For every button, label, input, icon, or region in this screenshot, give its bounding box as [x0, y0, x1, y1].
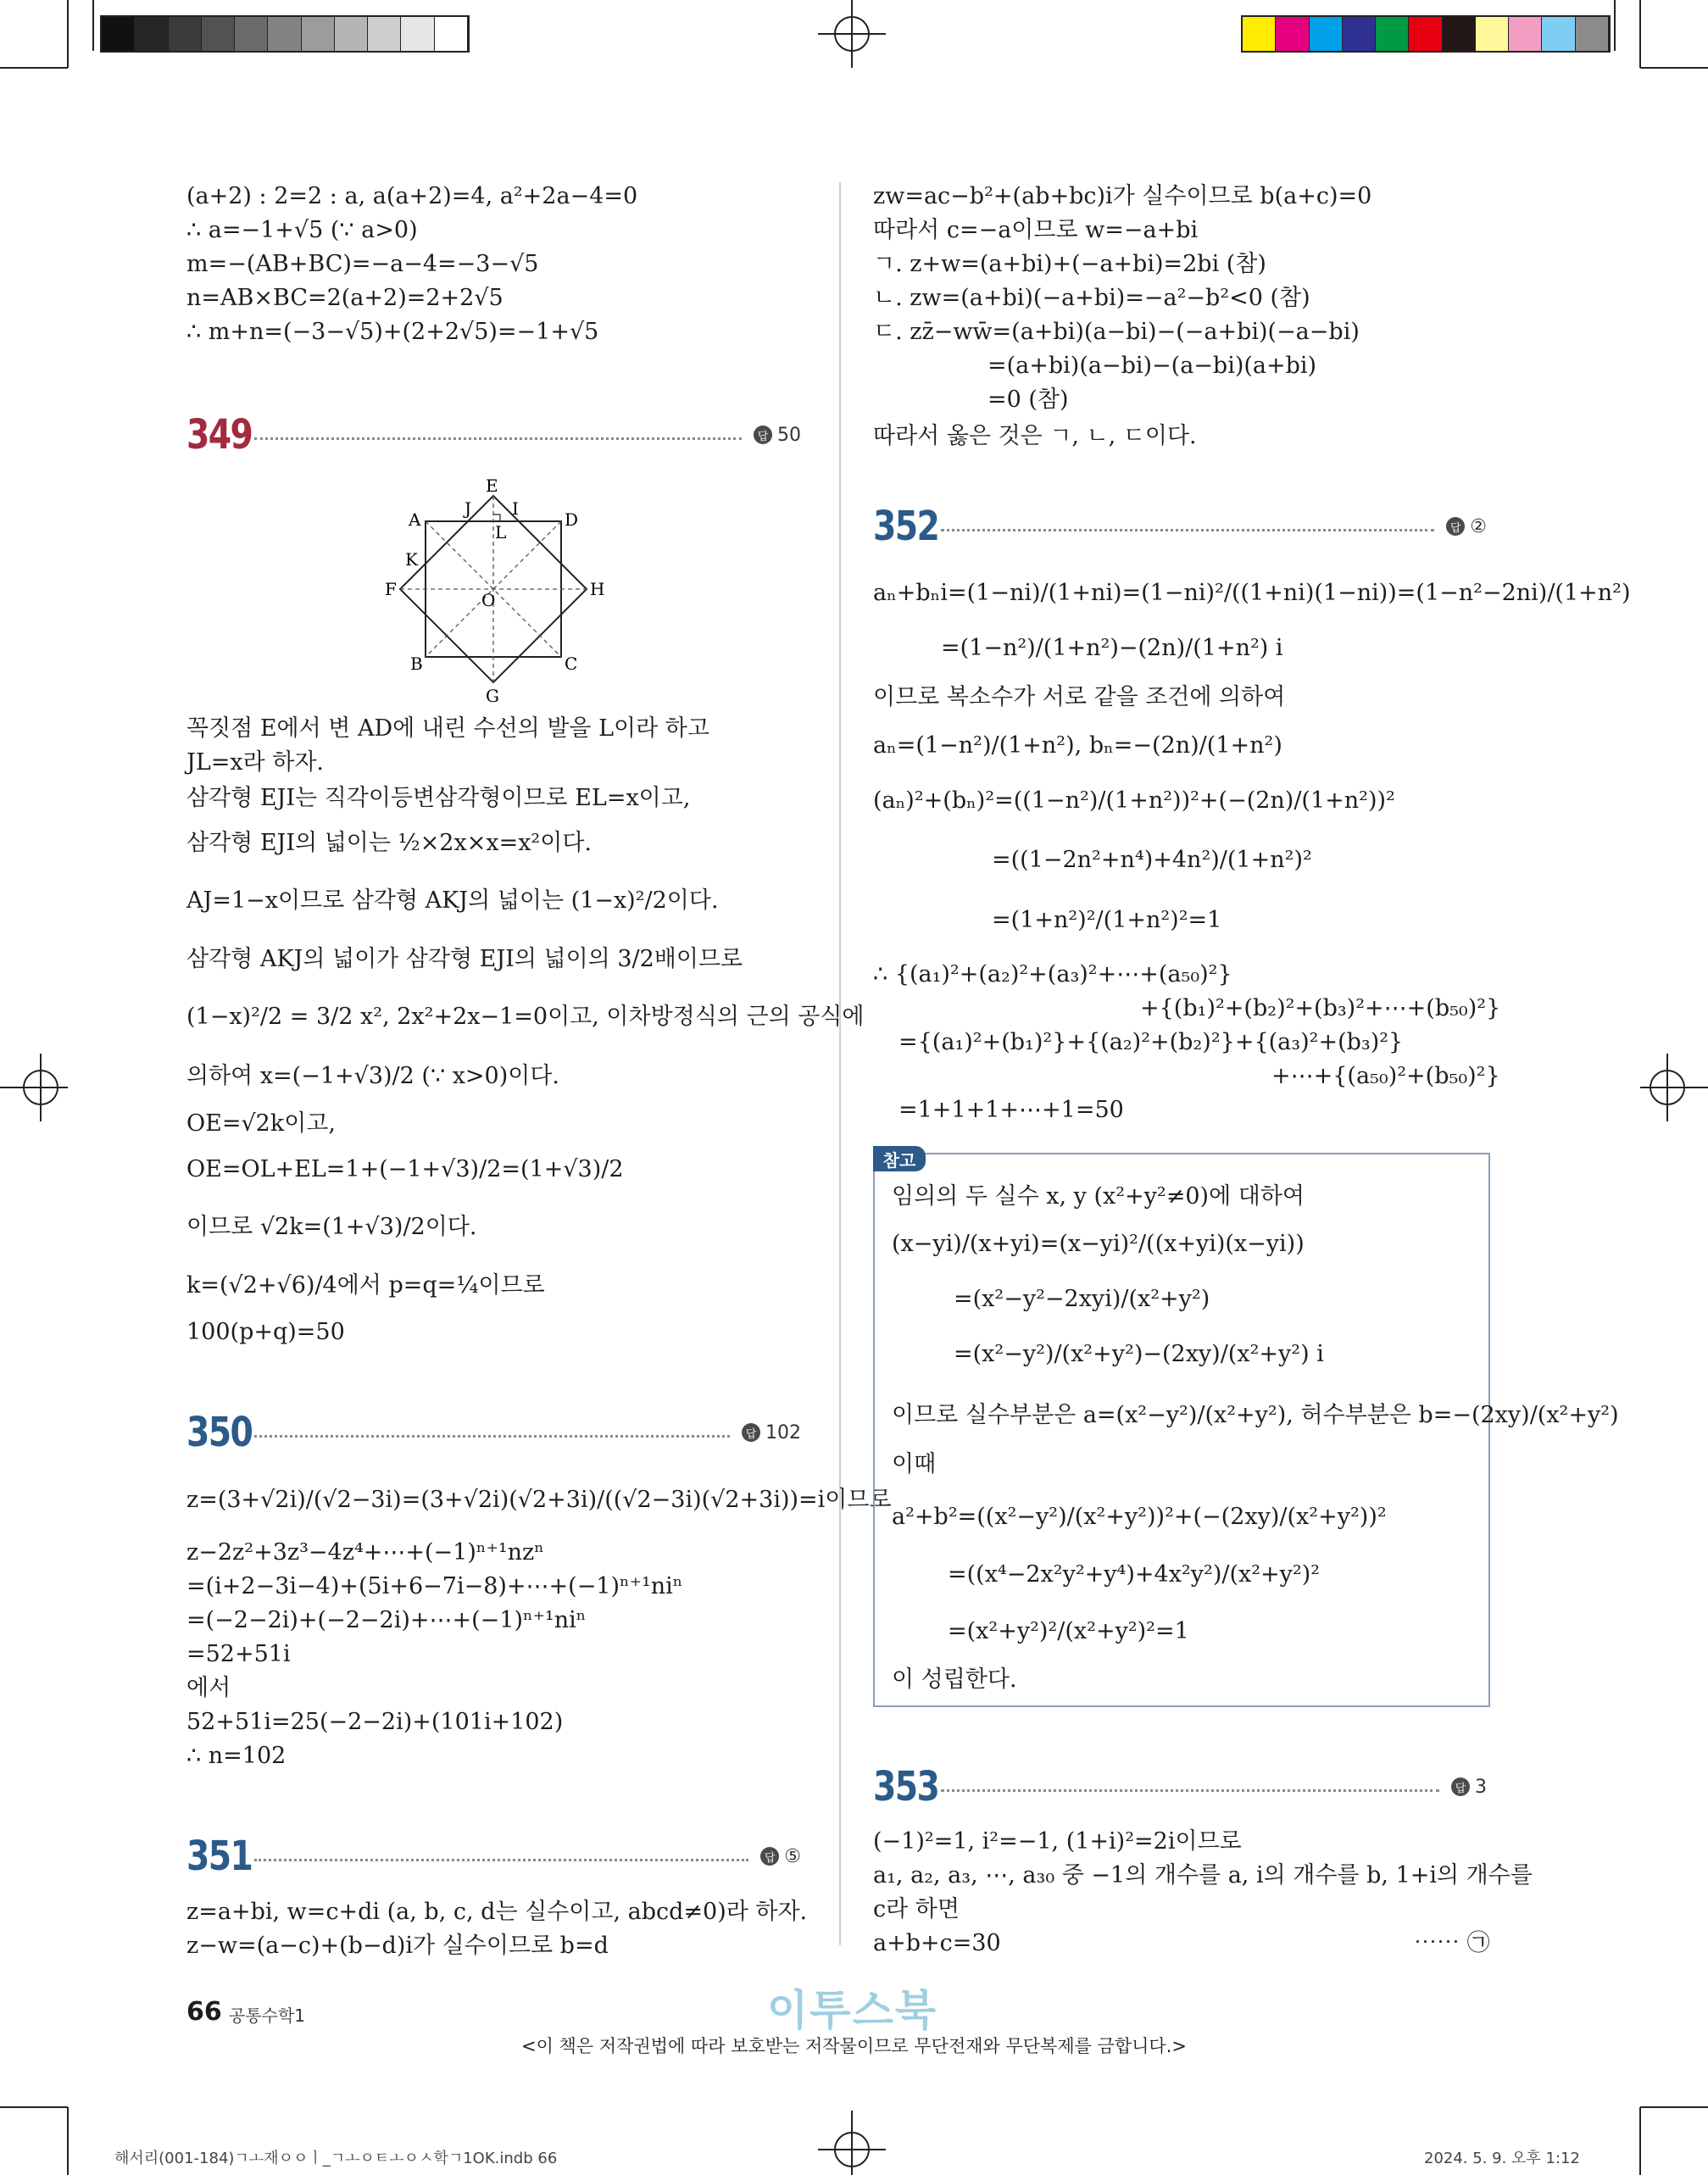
solution-line: aₙ+bₙi=(1−ni)/(1+ni)=(1−ni)²/((1+ni)(1−ni))=(1−n²−2ni)/(1+n²): [873, 580, 1631, 606]
label-A: A: [409, 509, 421, 530]
solution-line: k=(√2+√6)/4에서 p=q=¼이므로: [186, 1272, 545, 1299]
solution-line: ∴ m+n=(−3−√5)+(2+2√5)=−1+√5: [186, 319, 599, 345]
print-slug-file: 해서리(001-184)ㄱㅗ재ㅇㅇㅣ_ㄱㅗㅇㅌㅗㅇㅅ학ㄱ1OK.indb 66: [114, 2150, 558, 2167]
answer-icon: 답: [1446, 517, 1465, 536]
solution-line: z−2z²+3z³−4z⁴+⋯+(−1)ⁿ⁺¹nzⁿ: [186, 1539, 544, 1566]
solution-line: 따라서 옳은 것은 ㄱ, ㄴ, ㄷ이다.: [873, 423, 1197, 449]
registration-mark-top: [818, 0, 886, 68]
answer-value: ②: [1470, 515, 1487, 537]
color-swatch: [1310, 17, 1343, 51]
solution-line: z=(3+√2i)/(√2−3i)=(3+√2i)(√2+3i)/((√2−3i)(√2+3i))=i이므로: [186, 1487, 892, 1513]
geometry-figure: [373, 475, 610, 704]
solution-line: =(1+n²)²/(1+n²)²=1: [992, 907, 1222, 933]
dotted-leader: [941, 1789, 1439, 1792]
color-swatch: [102, 17, 135, 51]
solution-line: JL=x라 하자.: [186, 749, 325, 776]
dotted-leader: [254, 1859, 748, 1861]
answer-value: 102: [765, 1421, 801, 1444]
note-line: a²+b²=((x²−y²)/(x²+y²))²+(−(2xy)/(x²+y²))²: [892, 1504, 1387, 1530]
solution-line: zw=ac−b²+(ab+bc)i가 실수이므로 b(a+c)=0: [873, 183, 1372, 209]
column-divider: [839, 182, 841, 1945]
solution-line: =(1−n²)/(1+n²)−(2n)/(1+n²) i: [941, 635, 1283, 661]
solution-line: n=AB×BC=2(a+2)=2+2√5: [186, 285, 503, 311]
label-B: B: [410, 654, 423, 674]
solution-line: z−w=(a−c)+(b−d)i가 실수이므로 b=d: [186, 1933, 609, 1959]
color-swatch: [435, 17, 468, 51]
solution-line: =0 (참): [988, 387, 1069, 413]
note-line: 임의의 두 실수 x, y (x²+y²≠0)에 대하여: [892, 1183, 1305, 1210]
solution-line: +{(b₁)²+(b₂)²+(b₃)²+⋯+(b₅₀)²}: [1140, 995, 1501, 1021]
crop-mark-bottom-left: [0, 2073, 102, 2175]
solution-line: 삼각형 AKJ의 넓이가 삼각형 EJI의 넓이의 3/2배이므로: [186, 946, 743, 972]
solution-line: =(a+bi)(a−bi)−(a−bi)(a+bi): [988, 353, 1317, 379]
color-swatch: [1409, 17, 1442, 51]
problem-header-352: [873, 501, 1487, 552]
label-L: L: [495, 522, 507, 542]
answer-icon: 답: [760, 1847, 779, 1866]
dotted-leader: [941, 529, 1434, 531]
solution-line: =1+1+1+⋯+1=50: [899, 1097, 1124, 1123]
crop-mark-top-left: [0, 0, 102, 102]
equation-marker: ⋯⋯ ㉠: [1414, 1930, 1490, 1956]
problem-number: 351: [186, 1833, 253, 1880]
note-line: =(x²−y²−2xyi)/(x²+y²): [954, 1286, 1210, 1312]
color-swatch: [1376, 17, 1409, 51]
dotted-leader: [254, 1435, 730, 1438]
color-swatch: [1443, 17, 1476, 51]
solution-line: 꼭짓점 E에서 변 AD에 내린 수선의 발을 L이라 하고: [186, 715, 709, 742]
answer-icon: 답: [1451, 1777, 1470, 1796]
solution-line: ∴ n=102: [186, 1743, 287, 1769]
answer-value: 50: [777, 424, 801, 446]
problem-header-350: [186, 1407, 801, 1458]
color-swatch: [1343, 17, 1376, 51]
color-swatch: [268, 17, 301, 51]
solution-line: (a+2) : 2=2 : a, a(a+2)=4, a²+2a−4=0: [186, 183, 638, 209]
solution-line: =((1−2n²+n⁴)+4n²)/(1+n²)²: [992, 847, 1312, 873]
solution-line: 삼각형 EJI는 직각이등변삼각형이므로 EL=x이고,: [186, 785, 691, 811]
solution-line: 100(p+q)=50: [186, 1319, 345, 1345]
solution-line: 삼각형 EJI의 넓이는 ½×2x×x=x²이다.: [186, 830, 592, 856]
note-line: 이므로 실수부분은 a=(x²−y²)/(x²+y²), 허수부분은 b=−(2xy)/(x²+y²): [892, 1402, 1619, 1428]
color-swatch: [1509, 17, 1542, 51]
color-swatch: [1476, 17, 1509, 51]
solution-line: c라 하면: [873, 1896, 960, 1922]
color-swatch: [1276, 17, 1309, 51]
solution-line: =52+51i: [186, 1641, 291, 1667]
color-swatch: [302, 17, 335, 51]
label-K: K: [405, 549, 418, 570]
label-H: H: [590, 579, 605, 599]
answer-badge: [760, 1846, 801, 1867]
color-swatch: [401, 17, 434, 51]
solution-line: (−1)²=1, i²=−1, (1+i)²=2i이므로: [873, 1828, 1242, 1855]
book-title: 공통수학1: [229, 2005, 306, 2026]
solution-line: ㄷ. zz̄−ww̄=(a+bi)(a−bi)−(−a+bi)(−a−bi): [873, 319, 1360, 345]
solution-line: =(−2−2i)+(−2−2i)+⋯+(−1)ⁿ⁺¹niⁿ: [186, 1607, 587, 1633]
print-slug-date: 2024. 5. 9. 오후 1:12: [1424, 2150, 1580, 2167]
solution-line: m=−(AB+BC)=−a−4=−3−√5: [186, 251, 539, 277]
color-swatch: [1576, 17, 1609, 51]
copyright-notice: <이 책은 저작권법에 따라 보호받는 저작물이므로 무단전재와 무단복제를 금합니다.>: [521, 2036, 1187, 2056]
answer-icon: 답: [742, 1423, 760, 1442]
registration-mark-right: [1640, 1054, 1708, 1121]
color-swatch: [1542, 17, 1575, 51]
solution-line: ∴ {(a₁)²+(a₂)²+(a₃)²+⋯+(a₅₀)²}: [873, 961, 1232, 987]
note-tag: 참고: [873, 1146, 926, 1171]
color-swatch: [1243, 17, 1276, 51]
solution-line: 이므로 √2k=(1+√3)/2이다.: [186, 1214, 477, 1240]
answer-badge: [742, 1422, 801, 1444]
solution-line: aₙ=(1−n²)/(1+n²), bₙ=−(2n)/(1+n²): [873, 732, 1282, 759]
solution-line: (1−x)²/2 = 3/2 x², 2x²+2x−1=0이고, 이차방정식의 근의 공식에: [186, 1004, 865, 1030]
solution-line: OE=OL+EL=1+(−1+√3)/2=(1+√3)/2: [186, 1156, 624, 1182]
solution-line: 따라서 c=−a이므로 w=−a+bi: [873, 217, 1199, 243]
solution-line: 에서: [186, 1675, 231, 1701]
label-G: G: [486, 686, 499, 704]
solution-line: a+b+c=30: [873, 1930, 1001, 1956]
crop-mark-top-right: [1606, 0, 1708, 102]
solution-line: +⋯+{(a₅₀)²+(b₅₀)²}: [1271, 1063, 1500, 1089]
problem-header-353: [873, 1761, 1487, 1812]
color-swatch: [135, 17, 168, 51]
label-O: O: [481, 590, 496, 610]
note-line: 이때: [892, 1451, 937, 1477]
color-swatch: [368, 17, 401, 51]
answer-value: 3: [1475, 1776, 1487, 1798]
solution-line: 52+51i=25(−2−2i)+(101i+102): [186, 1709, 564, 1735]
note-line: 이 성립한다.: [892, 1666, 1017, 1693]
color-swatch: [169, 17, 202, 51]
publisher-logo: 이투스북: [767, 1986, 938, 2035]
crop-mark-bottom-right: [1606, 2073, 1708, 2175]
solution-line: 의하여 x=(−1+√3)/2 (∵ x>0)이다.: [186, 1063, 560, 1089]
label-F: F: [385, 579, 397, 599]
solution-line: z=a+bi, w=c+di (a, b, c, d는 실수이고, abcd≠0)라 하자.: [186, 1899, 808, 1925]
problem-number: 350: [186, 1409, 253, 1456]
answer-icon: 답: [754, 426, 772, 444]
registration-mark-bottom: [818, 2111, 886, 2175]
label-I: I: [512, 498, 519, 519]
note-line: (x−yi)/(x+yi)=(x−yi)²/((x+yi)(x−yi)): [892, 1231, 1305, 1257]
color-swatch: [202, 17, 235, 51]
problem-number: 352: [873, 503, 939, 550]
color-swatch: [335, 17, 368, 51]
solution-line: ㄱ. z+w=(a+bi)+(−a+bi)=2bi (참): [873, 251, 1266, 277]
problem-number: 349: [186, 411, 253, 459]
registration-mark-left: [0, 1054, 68, 1121]
color-swatch: [235, 17, 268, 51]
solution-line: AJ=1−x이므로 삼각형 AKJ의 넓이는 (1−x)²/2이다.: [186, 887, 719, 914]
solution-line: 이므로 복소수가 서로 같을 조건에 의하여: [873, 684, 1286, 710]
solution-line: OE=√2k이고,: [186, 1110, 336, 1137]
page-number: 66: [186, 1997, 222, 2027]
answer-badge: [1446, 516, 1487, 537]
solution-line: ={(a₁)²+(b₁)²}+{(a₂)²+(b₂)²}+{(a₃)²+(b₃)²}: [899, 1029, 1404, 1055]
answer-badge: [754, 425, 801, 446]
solution-line: ㄴ. zw=(a+bi)(−a+bi)=−a²−b²<0 (참): [873, 285, 1310, 311]
answer-value: ⑤: [784, 1845, 801, 1867]
solution-line: ∴ a=−1+√5 (∵ a>0): [186, 217, 418, 243]
label-E: E: [486, 476, 498, 496]
label-C: C: [565, 654, 578, 674]
label-D: D: [565, 509, 579, 530]
problem-header-351: [186, 1831, 801, 1882]
problem-number: 353: [873, 1763, 939, 1811]
note-line: =(x²+y²)²/(x²+y²)²=1: [948, 1618, 1189, 1644]
solution-line: (aₙ)²+(bₙ)²=((1−n²)/(1+n²))²+(−(2n)/(1+n²))²: [873, 787, 1395, 814]
answer-badge: [1451, 1777, 1487, 1798]
note-line: =((x⁴−2x²y²+y⁴)+4x²y²)/(x²+y²)²: [948, 1561, 1321, 1588]
label-J: J: [465, 498, 472, 519]
solution-line: a₁, a₂, a₃, ⋯, a₃₀ 중 −1의 개수를 a, i의 개수를 b, 1+i의 개수를: [873, 1862, 1533, 1889]
process-color-bar: [1241, 15, 1611, 53]
grayscale-bar: [100, 15, 470, 53]
solution-line: =(i+2−3i−4)+(5i+6−7i−8)+⋯+(−1)ⁿ⁺¹niⁿ: [186, 1573, 683, 1599]
note-line: =(x²−y²)/(x²+y²)−(2xy)/(x²+y²) i: [954, 1341, 1324, 1367]
dotted-leader: [254, 437, 742, 440]
problem-header-349: [186, 409, 801, 460]
